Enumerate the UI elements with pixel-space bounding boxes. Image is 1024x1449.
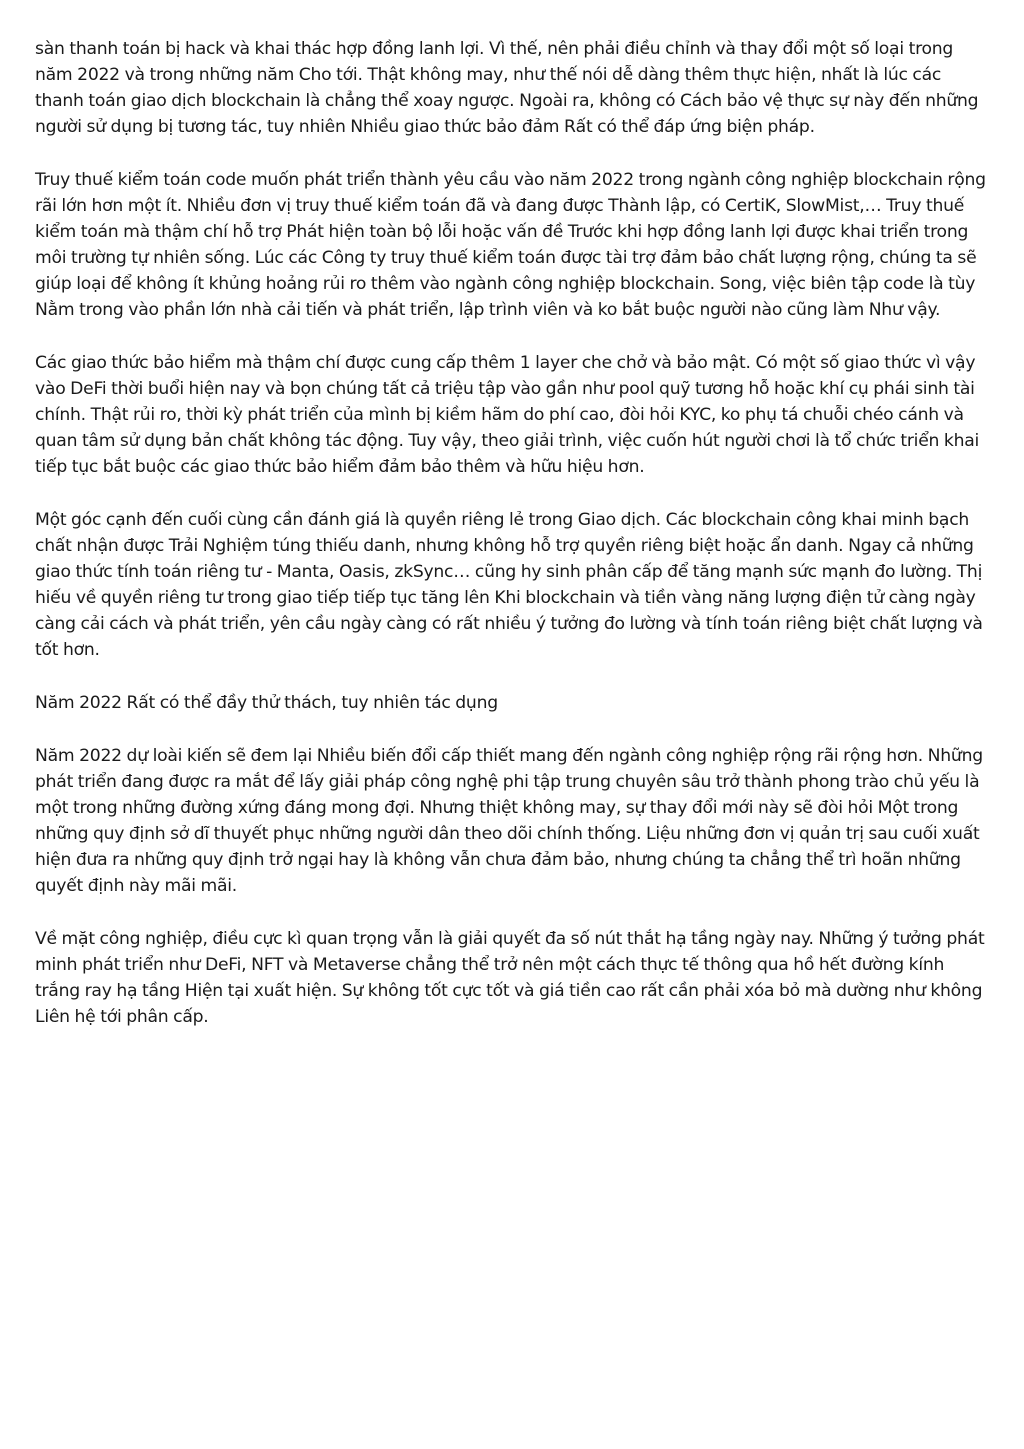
paragraph-infrastructure: Về mặt công nghiệp, điều cực kì quan trọng vẫn là giải quyết đa số nút thắt hạ tầng ngày nay. Những ý tưởng phát minh phát triển như DeFi, NFT và Metaverse chẳng thể trở nên một cách thực tế thông qua hồ hết đường kính trắng ray hạ tầng Hiện tại xuất hiện. Sự không tốt cực tốt và giá tiền cao rất cần phải xóa bỏ mà dường như không Liên hệ tới phân cấp.	[35, 929, 985, 1027]
paragraph-code-audit: Truy thuế kiểm toán code muốn phát triển thành yêu cầu vào năm 2022 trong ngành công nghiệp blockchain rộng rãi lớn hơn một ít. Nhiều đơn vị truy thuế kiểm toán đã và đang được Thành lập, có CertiK, SlowMist,… Truy thuế kiểm toán mà thậm chí hỗ trợ Phát hiện toàn bộ lỗi hoặc vấn đề Trước khi hợp đồng lanh lợi được khai triển trong môi trường tự nhiên sống. Lúc các Công ty truy thuế kiểm toán được tài trợ đảm bảo chất lượng rộng, chúng ta sẽ giúp loại để không ít khủng hoảng rủi ro thêm vào ngành công nghiệp blockchain. Song, việc biên tập code là tùy Nằm trong vào phần lớn nhà cải tiến và phát triển, lập trình viên và ko bắt buộc người nào cũng làm Như vậy.	[35, 170, 986, 320]
document-body	[35, 36, 990, 1057]
section-heading-2022: Năm 2022 Rất có thể đầy thử thách, tuy nhiên tác dụng	[35, 693, 498, 713]
paragraph-insurance-protocols: Các giao thức bảo hiểm mà thậm chí được cung cấp thêm 1 layer che chở và bảo mật. Có một số giao thức vì vậy vào DeFi thời buổi hiện nay và bọn chúng tất cả triệu tập vào gần như pool quỹ tương hỗ hoặc khí cụ phái sinh tài chính. Thật rủi ro, thời kỳ phát triển của mình bị kiềm hãm do phí cao, đòi hỏi KYC, ko phụ tá chuỗi chéo cánh và quan tâm sử dụng bản chất không tác động. Tuy vậy, theo giải trình, việc cuốn hút người chơi là tổ chức triển khai tiếp tục bắt buộc các giao thức bảo hiểm đảm bảo thêm và hữu hiệu hơn.	[35, 353, 980, 477]
paragraph-2022-changes: Năm 2022 dự loài kiến sẽ đem lại Nhiều biến đổi cấp thiết mang đến ngành công nghiệp rộng rãi rộng hơn. Những phát triển đang được ra mắt để lấy giải pháp công nghệ phi tập trung chuyên sâu trở thành phong trào chủ yếu là một trong những đường xứng đáng mong đợi. Nhưng thiệt không may, sự thay đổi mới này sẽ đòi hỏi Một trong những quy định sở dĩ thuyết phục những người dân theo dõi chính thống. Liệu những đơn vị quản trị sau cuối xuất hiện đưa ra những quy định trở ngại hay là không vẫn chưa đảm bảo, nhưng chúng ta chẳng thể trì hoãn những quyết định này mãi mãi.	[35, 746, 983, 896]
paragraph-hack-exploits: sàn thanh toán bị hack và khai thác hợp đồng lanh lợi. Vì thế, nên phải điều chỉnh và thay đổi một số loại trong năm 2022 và trong những năm Cho tới. Thật không may, như thế nói dễ dàng thêm thực hiện, nhất là lúc các thanh toán giao dịch blockchain là chẳng thể xoay ngược. Ngoài ra, không có Cách bảo vệ thực sự này đến những người sử dụng bị tương tác, tuy nhiên Nhiều giao thức bảo đảm Rất có thể đáp ứng biện pháp.	[35, 39, 979, 137]
paragraph-privacy: Một góc cạnh đến cuối cùng cần đánh giá là quyền riêng lẻ trong Giao dịch. Các blockchain công khai minh bạch chất nhận được Trải Nghiệm túng thiếu danh, nhưng không hỗ trợ quyền riêng biệt hoặc ẩn danh. Ngay cả những giao thức tính toán riêng tư - Manta, Oasis, zkSync… cũng hy sinh phân cấp để tăng mạnh sức mạnh đo lường. Thị hiếu về quyền riêng tư trong giao tiếp tiếp tục tăng lên Khi blockchain và tiền vàng năng lượng điện tử càng ngày càng cải cách và phát triển, yên cầu ngày càng có rất nhiều ý tưởng đo lường và tính toán riêng biệt chất lượng và tốt hơn.	[35, 510, 983, 660]
